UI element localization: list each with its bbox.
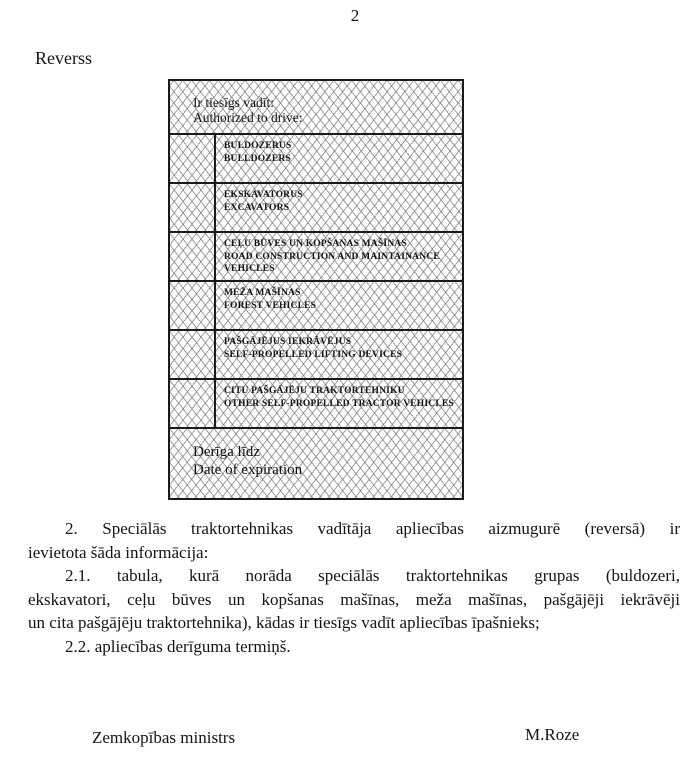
table-row-road-construction bbox=[170, 233, 462, 282]
category-label-lv: CITU PAŠGĀJĒJU TRAKTORTEHNIKU bbox=[224, 386, 405, 396]
category-cell bbox=[216, 184, 462, 231]
paragraph-2-line-1: 2. Speciālās traktortehnikas vadītāja apliecības aizmugurē (reversā) ir bbox=[65, 519, 680, 538]
table-row-forest-vehicles bbox=[170, 282, 462, 331]
checkbox-cell bbox=[170, 380, 216, 427]
checkbox-cell bbox=[170, 233, 216, 280]
body-text bbox=[28, 517, 680, 658]
table-row-other-tractor-vehicles bbox=[170, 380, 462, 429]
checkbox-cell bbox=[170, 331, 216, 378]
category-label-en: BULLDOZERS bbox=[224, 153, 291, 164]
category-label-lv: CEĻU BŪVES UN KOPŠANAS MAŠĪNAS bbox=[224, 239, 407, 249]
category-cell bbox=[216, 331, 462, 378]
license-table bbox=[168, 79, 464, 500]
category-label-en: OTHER SELF-PROPELLED TRACTOR VEHICLES bbox=[224, 398, 454, 409]
checkbox-cell bbox=[170, 282, 216, 329]
minister-title: Zemkopības ministrs bbox=[92, 728, 236, 747]
expiration-label-en: Date of expiration bbox=[193, 461, 303, 478]
minister-name: M.Roze bbox=[525, 725, 580, 744]
paragraph-2-1-line-2: ekskavatori, ceļu būves un kopšanas mašīnas, meža mašīnas, pašgājēji iekrāvēji bbox=[28, 589, 680, 609]
category-cell bbox=[216, 233, 462, 280]
category-label-en: SELF-PROPELLED LIFTING DEVICES bbox=[224, 349, 403, 360]
table-row-excavators bbox=[170, 184, 462, 233]
category-label-en: FOREST VEHICLES bbox=[224, 300, 317, 311]
reverss-label: Reverss bbox=[35, 48, 92, 68]
table-footer bbox=[170, 429, 462, 498]
category-cell bbox=[216, 282, 462, 329]
page-number: 2 bbox=[350, 6, 360, 25]
expiration-label-lv: Derīga līdz bbox=[193, 444, 261, 460]
category-cell bbox=[216, 380, 462, 427]
table-row-lifting-devices bbox=[170, 331, 462, 380]
paragraph-2-2: 2.2. apliecības derīguma termiņš. bbox=[65, 636, 291, 656]
table-header bbox=[170, 81, 462, 135]
category-label-en: EXCAVATORS bbox=[224, 202, 290, 213]
category-label-lv: EKSKAVATORUS bbox=[224, 190, 303, 200]
paragraph-2-1-line-1: 2.1. tabula, kurā norāda speciālās traktortehnikas grupas (buldozeri, bbox=[65, 566, 680, 585]
category-label-lv: BULDOZERUS bbox=[224, 141, 292, 151]
table-header-en: Authorized to drive: bbox=[193, 110, 303, 125]
paragraph-2-line-2: ievietota šāda informācija: bbox=[28, 542, 209, 562]
table-row-bulldozers bbox=[170, 135, 462, 184]
category-cell bbox=[216, 135, 462, 182]
checkbox-cell bbox=[170, 135, 216, 182]
category-label-lv: MEŽA MAŠĪNAS bbox=[224, 288, 301, 298]
checkbox-cell bbox=[170, 184, 216, 231]
category-label-lv: PAŠGĀJĒJUS IEKRĀVĒJUS bbox=[224, 337, 352, 347]
category-label-en: ROAD CONSTRUCTION AND MAINTAINANCE VEHICLES bbox=[224, 251, 440, 274]
table-header-lv: Ir tiesīgs vadīt: bbox=[193, 95, 274, 110]
paragraph-2-1-line-3: un cita pašgājēju traktortehnika), kādas ir tiesīgs vadīt apliecības īpašnieks; bbox=[28, 613, 540, 632]
